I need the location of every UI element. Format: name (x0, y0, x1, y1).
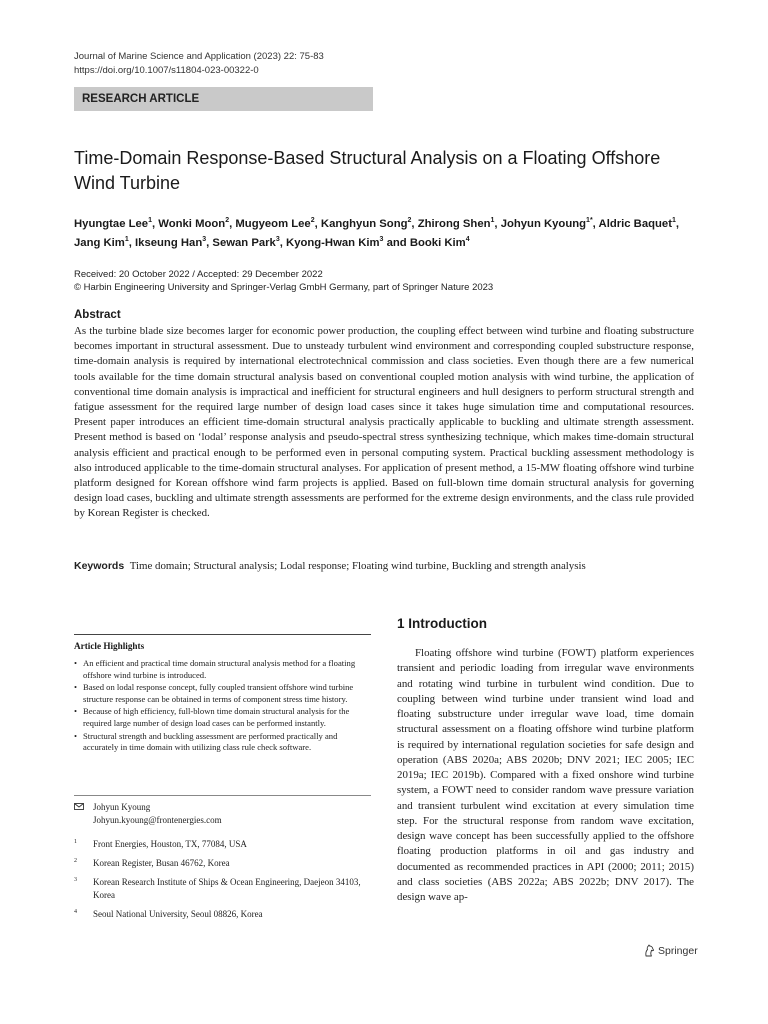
abstract-text: As the turbine blade size becomes larger for economic power production, the coupling effect between wind turbine and floating substructure becomes important in structural assessment. Due to unsteady turbulent wind environment and corresponding coupled substructure response, time-domain analysis is required by international electrotechnical commission and class societies. Even though there are a few numerical tools available for the time domain structural analysis based on conventional coupled motion analysis with wind turbine, the application of conventional time domain analysis is impractical and inefficient for structural engineers and hull designers to perform structural strength and fatigue assessment for the required large number of design load cases since it takes huge simulation time and computational resources. Present paper introduces an efficient time-domain structural analysis practically applicable to buckling and ultimate strength assessment. Present method is based on ‘lodal’ response analysis and pseudo-spectral stress synthesizing technique, which makes time-domain structural analysis efficient and practical enough to be performed even in personal computing system. Practical buckling assessment methodology is also introduced applicable to the time-domain structural analyses. For application of present method, a 15-MW floating offshore wind turbine platform designed for Korean offshore wind farm projects is applied. Based on full-blown time domain structural analysis for governing design load cases, buckling and ultimate strength assessments are performed for the extreme design environments, and the class rule provided by Korean Register is checked. (74, 325, 694, 520)
affiliation-number: 1 (74, 839, 77, 845)
affiliation-item: 3 Korean Research Institute of Ships & Ocean Engineering, Daejeon 34103, Korea (74, 876, 371, 902)
affiliation-number: 3 (74, 877, 77, 883)
highlight-item: • Structural strength and buckling assessment are performed practically and accurately in time domain with utilizing class rule check software. (74, 730, 338, 753)
affiliations-list (74, 838, 371, 927)
bullet-icon: • (74, 730, 78, 741)
author-4[interactable]: Kanghyun Song$^2$ (320, 217, 412, 230)
publication-dates (74, 269, 493, 294)
doi-link[interactable]: https://doi.org/10.1007/s11804-023-00322-0 (74, 64, 259, 76)
bullet-icon: • (74, 682, 78, 693)
corresponding-author: Johyun Kyoung (93, 802, 151, 812)
highlights-top-divider (74, 634, 371, 635)
author-5[interactable]: Zhirong Shen$^1$ (417, 217, 495, 230)
affiliation-item: 2 Korean Register, Busan 46762, Korea (74, 857, 371, 870)
corresponding-email[interactable]: Johyun.kyoung@frontenergies.com (93, 815, 222, 825)
introduction-heading: 1 Introduction (397, 616, 487, 631)
publisher-name: Springer (658, 944, 698, 957)
copyright-notice: © Harbin Engineering University and Springer-Verlag GmbH Germany, part of Springer Nature 2023 (74, 281, 494, 293)
highlight-item: • An efficient and practical time domain structural analysis method for a floating offshore wind turbine is introduced. (74, 658, 356, 680)
highlights-list (74, 658, 371, 755)
keywords-label: Keywords (74, 560, 125, 572)
affiliation-number: 2 (74, 858, 77, 864)
author-list: Hyungtae Lee$^1$, Wonki Moon$^2$, Mugyeom Lee$^2$, Kanghyun Song$^2$, Zhirong Shen$^1$, Johyun Kyoung$^{1*}$, Aldric Baquet$^1$, Jang Kim$^1$, Ikseung Han$^3$, Sewan Park$^3$, Kyong-Hwan Kim$^3$ and Booki Kim$^4$ (74, 217, 680, 249)
highlight-item: • Because of high efficiency, full-blown time domain structural analysis for the required large number of design load cases can be performed instantly. (74, 706, 350, 728)
author-2[interactable]: Wonki Moon$^2$ (158, 217, 230, 230)
author-10[interactable]: Sewan Park$^3$ (212, 236, 280, 249)
author-3[interactable]: Mugyeom Lee$^2$ (235, 217, 315, 230)
author-1[interactable]: Hyungtae Lee$^1$ (74, 217, 152, 230)
paper-title: Time-Domain Response-Based Structural Analysis on a Floating Offshore Wind Turbine (74, 148, 661, 193)
journal-citation: Journal of Marine Science and Application (2023) 22: 75-83 (74, 51, 324, 62)
journal-info (74, 50, 324, 77)
bullet-icon: • (74, 658, 78, 668)
author-11[interactable]: Kyong-Hwan Kim$^3$ (286, 236, 384, 249)
article-type-banner: RESEARCH ARTICLE (74, 87, 373, 111)
publisher-logo (643, 944, 698, 957)
bullet-icon: • (74, 706, 78, 717)
author-7[interactable]: Aldric Baquet$^1$ (598, 217, 676, 230)
springer-horse-icon (643, 944, 655, 957)
author-9[interactable]: Ikseung Han$^3$ (135, 236, 207, 249)
affiliation-number: 4 (74, 909, 77, 915)
highlight-item: • Based on lodal response concept, fully coupled transient offshore wind turbine structure response can be obtained in terms of component stress time history. (74, 682, 354, 704)
author-6[interactable]: Johyun Kyoung$^{1*}$ (500, 217, 593, 230)
affiliation-item: 4 Seoul National University, Seoul 08826, Korea (74, 908, 371, 921)
author-8[interactable]: Jang Kim$^1$ (74, 236, 129, 249)
introduction-text: Floating offshore wind turbine (FOWT) platform experiences transient and periodic loading from irregular wave environments and rotating wind turbine in turbulent wind condition. Due to coupling between wind turbine under transient wind load and floating substructure under irregular wave load, time domain structural assessment on a floating offshore wind turbine platform is required by international regulation societies for safe design and operation (ABS 2020a; ABS 2020b; DNV 2021; IEC 2005; IEC 2019a; IEC 2019b). Compared with a fixed onshore wind turbine system, a FOWT need to consider random wave pressure variation and transient turbulent wind excitation at every simulation time step. For the structural response from random wave excitation, design wave concept has been successfully applied to the offshore floating production platforms in oil and gas industry and documented as recommended practices in API (2000; 2011; 2015) and class societies (ABS 2022a; ABS 2022b; DNV 2017). The design wave ap- (397, 647, 694, 903)
keywords (74, 559, 694, 574)
envelope-icon (74, 803, 84, 810)
author-12[interactable]: Booki Kim$^4$ (409, 236, 470, 249)
keywords-text: Time domain; Structural analysis; Lodal response; Floating wind turbine, Buckling and strength analysis (129, 560, 586, 572)
highlights-heading: Article Highlights (74, 641, 145, 651)
highlights-bottom-divider (74, 795, 371, 796)
correspondence-block (74, 801, 371, 827)
received-accepted-dates: Received: 20 October 2022 / Accepted: 29 December 2022 (74, 269, 323, 280)
affiliation-item: 1 Front Energies, Houston, TX, 77084, USA (74, 838, 371, 851)
abstract-heading: Abstract (74, 309, 121, 321)
